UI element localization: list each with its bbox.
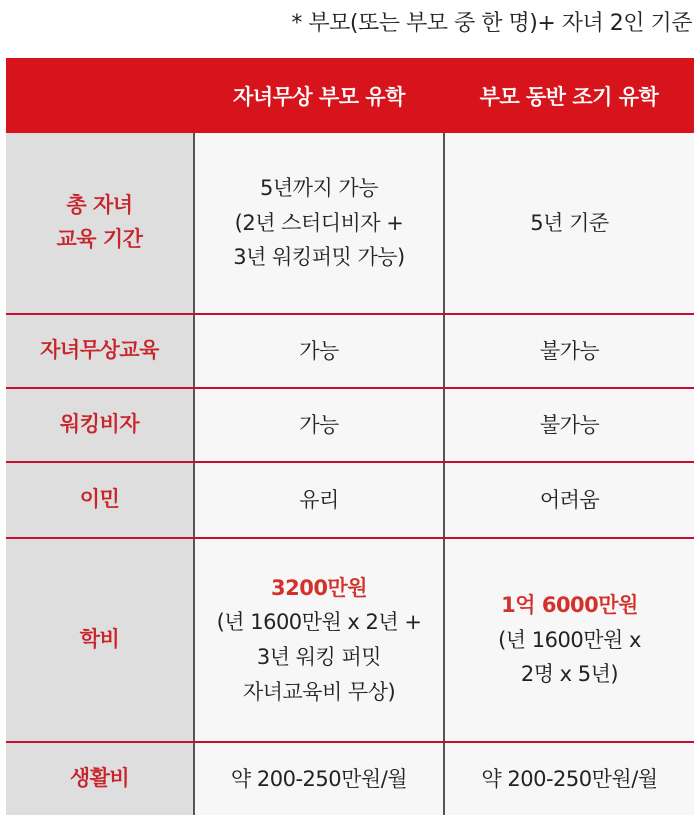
cell-line: (년 1600만원 x 2년 + bbox=[216, 610, 422, 635]
tuition-total-highlight: 1억 6000만원 bbox=[501, 593, 638, 618]
cell-line: 어려움 bbox=[539, 487, 600, 512]
row-label-line: 워킹비자 bbox=[59, 412, 140, 437]
table-header-row bbox=[6, 58, 694, 133]
cell-value bbox=[444, 742, 694, 815]
cell-value bbox=[444, 133, 694, 314]
row-label-line: 자녀무상교육 bbox=[40, 338, 159, 363]
cell-value bbox=[194, 742, 444, 815]
row-label-line: 생활비 bbox=[69, 766, 130, 791]
table-row bbox=[6, 462, 694, 538]
comparison-table bbox=[6, 58, 694, 815]
cell-line: (년 1600만원 x bbox=[498, 627, 641, 652]
cell-line: (2년 스터디비자 + bbox=[234, 210, 404, 235]
cell-value bbox=[194, 538, 444, 742]
table-row bbox=[6, 314, 694, 388]
cell-value bbox=[194, 388, 444, 462]
row-label-work-visa bbox=[6, 388, 194, 462]
table-row bbox=[6, 388, 694, 462]
cell-line: 5년까지 가능 bbox=[260, 176, 378, 201]
row-label-tuition bbox=[6, 538, 194, 742]
cell-value bbox=[194, 462, 444, 538]
cell-value bbox=[444, 462, 694, 538]
header-corner bbox=[6, 58, 194, 133]
cell-value bbox=[444, 388, 694, 462]
cell-line: 유리 bbox=[299, 487, 339, 512]
row-label-immigration bbox=[6, 462, 194, 538]
table-row bbox=[6, 538, 694, 742]
cell-value bbox=[444, 538, 694, 742]
row-label-education-period bbox=[6, 133, 194, 314]
cell-line: 불가능 bbox=[539, 412, 600, 437]
cell-value bbox=[194, 133, 444, 314]
row-label-line: 학비 bbox=[79, 627, 120, 652]
cell-line: 약 200-250만원/월 bbox=[481, 766, 658, 791]
footnote-criteria: * 부모(또는 부모 중 한 명)+ 자녀 2인 기준 bbox=[291, 11, 692, 36]
table-row bbox=[6, 742, 694, 815]
cell-value bbox=[194, 314, 444, 388]
cell-line: 가능 bbox=[299, 412, 339, 437]
cell-line: 불가능 bbox=[539, 338, 600, 363]
cell-line: 5년 기준 bbox=[530, 210, 609, 235]
cell-line: 자녀교육비 무상) bbox=[242, 679, 396, 704]
row-label-line: 이민 bbox=[79, 487, 120, 512]
cell-line: 2명 x 5년) bbox=[520, 662, 619, 687]
tuition-total-highlight: 3200만원 bbox=[270, 575, 368, 600]
cell-line: 약 200-250만원/월 bbox=[230, 766, 408, 791]
row-label-free-education bbox=[6, 314, 194, 388]
cell-value bbox=[444, 314, 694, 388]
cell-line: 가능 bbox=[299, 338, 339, 363]
row-label-line: 교육 기간 bbox=[56, 227, 143, 251]
cell-line: 3년 워킹퍼밋 가능) bbox=[233, 245, 405, 270]
cell-line: 3년 워킹 퍼밋 bbox=[256, 645, 382, 669]
row-label-line: 총 자녀 bbox=[66, 193, 133, 218]
header-col-accompanied-study: 부모 동반 조기 유학 bbox=[444, 58, 694, 133]
row-label-living-cost bbox=[6, 742, 194, 815]
header-col-free-education: 자녀무상 부모 유학 bbox=[194, 58, 444, 133]
table-row bbox=[6, 133, 694, 314]
